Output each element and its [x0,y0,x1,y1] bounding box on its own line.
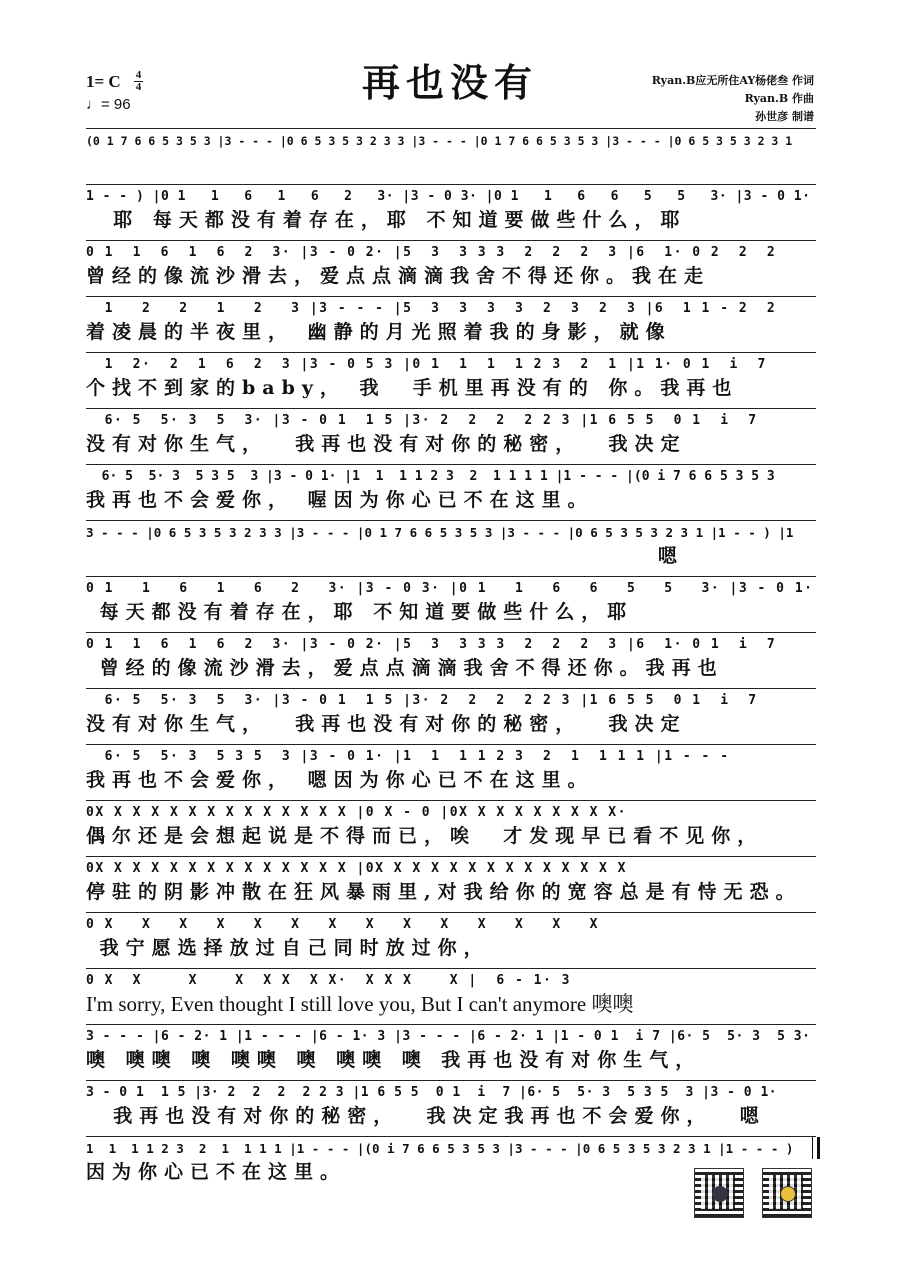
lyric-row: 我再也不会爱你， 嗯因为你心已不在这里。 [86,769,594,791]
score-line [86,856,816,905]
score-line [86,912,816,961]
time-signature-bottom: 4 [135,81,142,93]
notation-row: 6· 5 5· 3 5 3 5 3 |3 - 0 1· |1 1 1 1 2 3 2 1 1 1 1 |1 - - - |(0 i 7 6 6 5 3 5 3 [86,464,816,487]
score-line [86,632,816,681]
score-line [86,1080,816,1129]
credits [652,72,814,126]
notation-row: 0 1 1 6 1 6 2 3· |3 - 0 3· |0 1 1 6 6 5 5 3· |3 - 0 1· [86,576,816,599]
lyric-row: 没有对你生气， 我再也没有对你的秘密， 我决定 [86,713,687,735]
tempo-marking: ♩= 96 [86,96,131,113]
notation-row: 0 1 1 6 1 6 2 3· |3 - 0 2· |5 3 3 3 3 2 2 2 3 |6 1· 0 1 i 7 [86,632,816,655]
notation-row: 6· 5 5· 3 5 3· |3 - 0 1 1 5 |3· 2 2 2 2 2 3 |1 6 5 5 0 1 i 7 [86,408,816,431]
score-line [86,744,816,793]
lyric-row: 每天都没有着存在，耶 不知道要做些什么，耶 [86,601,634,623]
score-line [86,408,816,457]
score-line [86,688,816,737]
credit-notation: 孙世彦 制谱 [755,110,814,123]
lyric-row: 因为你心已不在这里。 [86,1161,347,1183]
credit-lyrics: Ryan.B应无所住AY杨佬叁 作词 [651,74,814,87]
qr-code-right [762,1168,812,1218]
key-signature: 1= C [86,72,121,91]
notation-row: 6· 5 5· 3 5 3 5 3 |3 - 0 1· |1 1 1 1 2 3 2 1 1 1 1 |1 - - - [86,744,816,767]
lyric-row: 着凌晨的半夜里， 幽静的月光照着我的身影，就像 [86,321,672,343]
lyric-row: I'm sorry, Even thought I still love you, But I can't anymore 噢噢 [86,992,634,1016]
notation-row: 0 X X X X X X X X X X X X X X [86,912,816,935]
score-line [86,184,816,233]
notation-row: 1 1 1 1 2 3 2 1 1 1 1 |1 - - - |(0 i 7 6 6 5 3 5 3 |3 - - - |0 6 5 3 5 3 2 3 1 |1 - - - ) [86,1136,816,1159]
score-line [86,352,816,401]
lyric-row: 噢 噢噢 噢 噢噢 噢 噢噢 噢 我再也没有对你生气， [86,1049,702,1071]
score-line [86,1024,816,1073]
lyric-row: 偶尔还是会想起说是不得而已，唉 才发现早已看不见你， [86,825,764,847]
lyric-row: 我再也不会爱你， 喔因为你心已不在这里。 [86,489,594,511]
notation-row: 0 X X X X X X X X· X X X X | 6 - 1· 3 [86,968,816,991]
score-line [86,800,816,849]
notation-row: 1 2 2 1 2 3 |3 - - - |5 3 3 3 3 2 3 2 3 |6 1 1 - 2 2 [86,296,816,319]
qr-code-left [694,1168,744,1218]
lyric-row: 个找不到家的baby， 我 手机里再没有的 你。我再也 [86,377,739,399]
notation-row: 6· 5 5· 3 5 3· |3 - 0 1 1 5 |3· 2 2 2 2 2 3 |1 6 5 5 0 1 i 7 [86,688,816,711]
notation-row: 3 - - - |6 - 2· 1 |1 - - - |6 - 1· 3 |3 - - - |6 - 2· 1 |1 - 0 1 i 7 |6· 5 5· 3 5 3· [86,1024,816,1047]
score-line [86,464,816,513]
lyric-row: 没有对你生气， 我再也没有对你的秘密， 我决定 [86,433,687,455]
notation-row: (0 1 7 6 6 5 3 5 3 |3 - - - |0 6 5 3 5 3 2 3 3 |3 - - - |0 1 7 6 6 5 3 5 3 |3 - - - |0 6 5 3 5 3 2 3 1 [86,128,816,151]
score-line [86,240,816,289]
score-line [86,968,816,1017]
lyric-row: 嗯 [86,545,684,567]
song-title: 再也没有 [361,60,538,105]
credit-music: Ryan.B 作曲 [744,92,814,105]
lyric-row: 我宁愿选择放过自己同时放过你， [86,937,490,959]
lyric-row: 曾经的像流沙滑去，爱点点滴滴我舍不得还你。我在走 [86,265,711,287]
notation-row: 0X X X X X X X X X X X X X X |0 X - 0 |0X X X X X X X X X· [86,800,816,823]
score-line [86,296,816,345]
notation-row: 0 1 1 6 1 6 2 3· |3 - 0 2· |5 3 3 3 3 2 2 2 3 |6 1· 0 2 2 2 [86,240,816,263]
final-barline [812,1137,820,1159]
notation-row: 0X X X X X X X X X X X X X X |0X X X X X X X X X X X X X X [86,856,816,879]
lyric-row [86,151,816,177]
time-signature-top: 4 [135,69,142,81]
lyric-row: 停驻的阴影冲散在狂风暴雨里,对我给你的宽容总是有恃无恐。 [86,881,802,903]
lyric-row: 曾经的像流沙滑去，爱点点滴滴我舍不得还你。我再也 [86,657,724,679]
notation-row: 1 2· 2 1 6 2 3 |3 - 0 5 3 |0 1 1 1 1 2 3 2 1 |1 1· 0 1 i 7 [86,352,816,375]
score-line [86,520,816,569]
notation-row: 3 - 0 1 1 5 |3· 2 2 2 2 2 3 |1 6 5 5 0 1 i 7 |6· 5 5· 3 5 3 5 3 |3 - 0 1· [86,1080,816,1103]
score-line [86,576,816,625]
lyric-row: 我再也没有对你的秘密， 我决定我再也不会爱你， 嗯 [86,1105,766,1127]
lyric-row: 耶 每天都没有着存在，耶 不知道要做些什么，耶 [86,209,687,231]
score-line [86,128,816,177]
notation-row: 1 - - ) |0 1 1 6 1 6 2 3· |3 - 0 3· |0 1 1 6 6 5 5 3· |3 - 0 1· [86,184,816,207]
notation-row: 3 - - - |0 6 5 3 5 3 2 3 3 |3 - - - |0 1 7 6 6 5 3 5 3 |3 - - - |0 6 5 3 5 3 2 3 1 |1 - - ) |1 [86,520,816,543]
